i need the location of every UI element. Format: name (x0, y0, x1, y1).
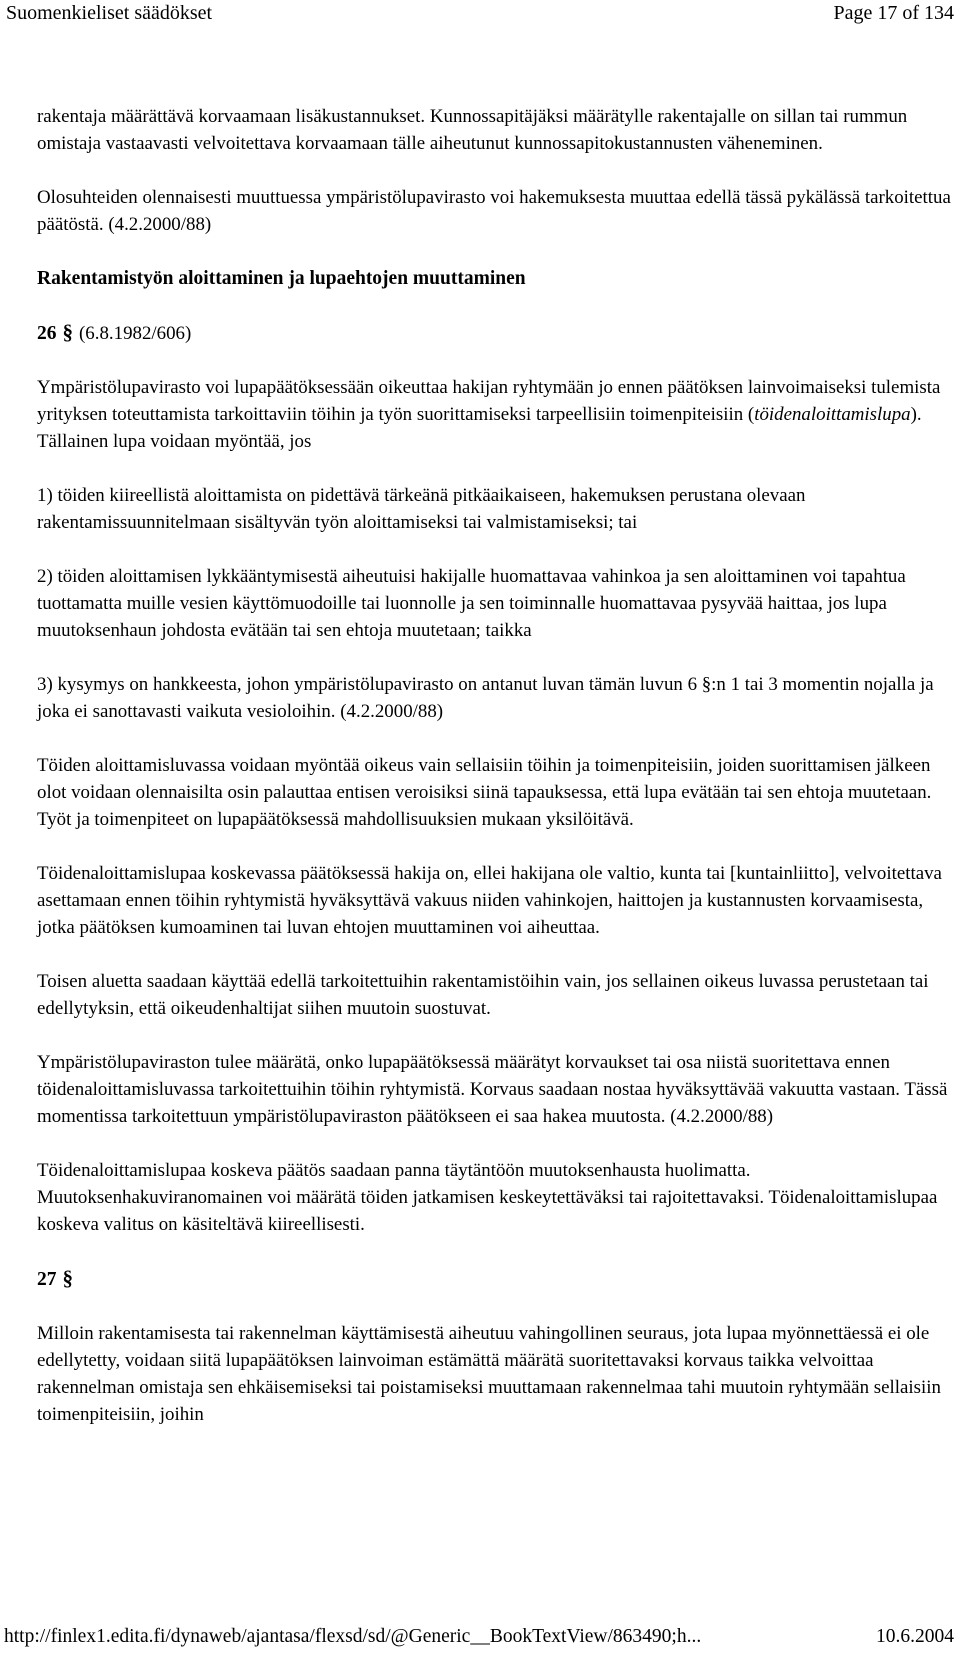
list-item-3: 3) kysymys on hankkeesta, johon ympäristölupavirasto on antanut luvan tämän luvun 6 §:n 1 tai 3 momentin nojalla ja joka ei sanottavasti vaikuta vesioloihin. (4.2.2000/88) (37, 674, 934, 722)
paragraph-permit-scope: Töiden aloittamisluvassa voidaan myöntää oikeus vain sellaisiin töihin ja toimenpiteisiin, joiden suorittamisen jälkeen olot voidaan olennaisilta osin palauttaa entisen veroisiksi siinä tapauksessa, että lupa evätään tai sen ehtoja muutetaan. Työt ja toimenpiteet on lupapäätöksessä mahdollisuuksien mukaan yksilöitävä. (37, 755, 932, 830)
italic-term: töidenaloittamislupa (754, 404, 911, 425)
paragraph-harmful-consequence: Milloin rakentamisesta tai rakennelman käyttämisestä aiheutuu vahingollinen seuraus, jota lupaa myönnettäessä ei ole edellytetty, voidaan siitä lupapäätöksen lainvoiman estämättä määrätä suoritettavaksi korvaus taikka velvoittaa rakennelman omistaja sen ehkäisemiseksi tai poistamiseksi muuttamaan rakennelmaa tahi muutoin ryhtymään sellaisiin toimenpiteisiin, joihin (37, 1323, 941, 1425)
section-sign: § (62, 320, 73, 344)
section-27-title (37, 1265, 953, 1293)
list-item-1: 1) töiden kiireellistä aloittamista on pidettävä tärkeänä pitkäaikaiseen, hakemuksen perustana olevaan rakentamissuunnitelmaan sisältyvän työn aloittamiseksi tai valmistamiseksi; tai (37, 485, 806, 533)
text-segment: ). Tällainen lupa voidaan myöntää, jos (37, 404, 922, 452)
document-body (37, 103, 953, 1455)
page-header (0, 0, 960, 34)
section-sign: § (62, 1266, 73, 1290)
section-number: 26 (37, 323, 57, 344)
paragraph-compensation: Ympäristölupaviraston tulee määrätä, onko lupapäätöksessä määrätyt korvaukset tai osa niistä suoritettava ennen töidenaloittamisluvassa tarkoitettuihin töihin ryhtymistä. Korvaus saadaan nostaa hyväksyttävää vakuutta vastaan. Tässä momentissa tarkoitettuun ympäristölupaviraston päätökseen ei saa hakea muutosta. (4.2.2000/88) (37, 1052, 948, 1127)
section-26-title (37, 319, 953, 347)
source-url: http://finlex1.edita.fi/dynaweb/ajantasa/flexsd/sd/@Generic__BookTextView/863490;h... (4, 1626, 702, 1647)
list-item-2: 2) töiden aloittamisen lykkääntymisestä aiheutuisi hakijalle huomattavaa vahinkoa ja sen aloittaminen voi tapahtua tuottamatta muille vesien käyttömuodoille tai luonnolle ja sen toiminnalle huomattavaa pysyvää haittaa, jos lupa muutoksenhaun johdosta evätään tai sen ehtoja muutetaan; taikka (37, 566, 906, 641)
paragraph-start-permit (37, 374, 953, 455)
page-footer (0, 1624, 960, 1654)
paragraph-security: Töidenaloittamislupaa koskevassa päätöksessä hakija on, ellei hakijana ole valtio, kunta tai [kuntainliitto], velvoitettava asettamaan ennen töihin ryhtymistä hyväksyttävä vakuus niiden vahinkojen, haittojen ja kustannusten korvaamisesta, jotka päätöksen kumoaminen tai luvan ehtojen muuttaminen voi aiheuttaa. (37, 863, 942, 938)
print-date: 10.6.2004 (876, 1626, 954, 1647)
paragraph-continuation: rakentaja määrättävä korvaamaan lisäkustannukset. Kunnossapitäjäksi määrätylle rakentajalle on sillan tai rummun omistaja vastaavasti velvoitettava korvaamaan tälle aiheutunut kunnossapitokustannusten väheneminen. (37, 106, 908, 154)
page-number: Page 17 of 134 (833, 2, 954, 24)
section-reference: (6.8.1982/606) (79, 323, 192, 344)
paragraph-land-use: Toisen aluetta saadaan käyttää edellä tarkoitettuihin rakentamistöihin vain, jos sellainen oikeus luvassa perustetaan tai edellytyksin, että oikeudenhaltijat siihen muutoin suostuvat. (37, 971, 929, 1019)
paragraph-enforcement: Töidenaloittamislupaa koskeva päätös saadaan panna täytäntöön muutoksenhausta huolimatta. Muutoksenhakuviranomainen voi määrätä töiden jatkamisen keskeytettäväksi tai rajoitettavaksi. Töidenaloittamislupaa koskeva valitus on käsiteltävä kiireellisesti. (37, 1160, 938, 1235)
section-number: 27 (37, 1269, 57, 1290)
section-heading: Rakentamistyön aloittaminen ja lupaehtojen muuttaminen (37, 268, 526, 289)
document-title: Suomenkieliset säädökset (6, 2, 213, 24)
paragraph-circumstances: Olosuhteiden olennaisesti muuttuessa ympäristölupavirasto voi hakemuksesta muuttaa edellä tässä pykälässä tarkoitettua päätöstä. (4.2.2000/88) (37, 187, 951, 235)
text-segment: Ympäristölupavirasto voi lupapäätöksessään oikeuttaa hakijan ryhtymään jo ennen päätöksen lainvoimaiseksi tulemista yrityksen toteuttamista tarkoittaviin töihin ja työn suorittamiseksi tarpeellisiin toimenpiteisiin ( (37, 377, 941, 425)
